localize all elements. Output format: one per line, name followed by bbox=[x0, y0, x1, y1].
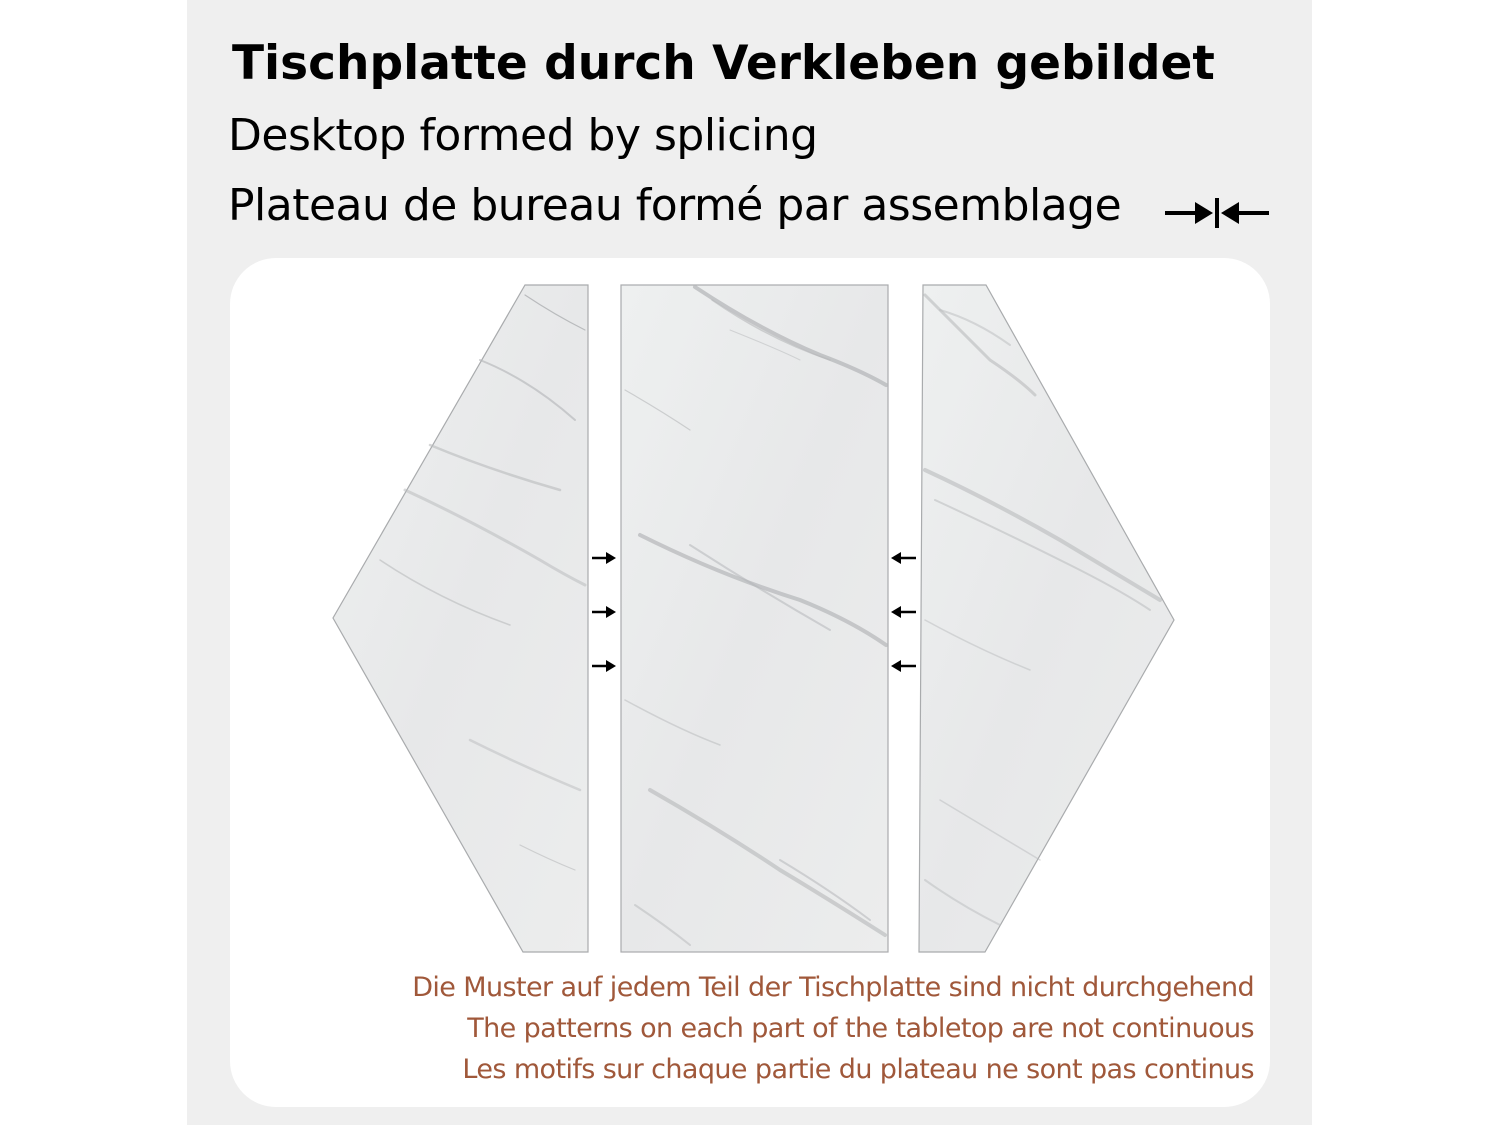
arrow-left-icon bbox=[891, 606, 916, 618]
right-tabletop-piece bbox=[919, 285, 1174, 952]
page-title: Tischplatte durch Verkleben gebildet bbox=[232, 36, 1215, 91]
arrow-right-icon bbox=[592, 552, 616, 564]
note-french: Les motifs sur chaque partie du plateau ne sont pas continus bbox=[462, 1054, 1254, 1085]
left-tabletop-piece bbox=[333, 285, 588, 952]
note-english: The patterns on each part of the tabletop are not continuous bbox=[467, 1013, 1254, 1044]
arrow-right-icon bbox=[592, 660, 616, 672]
center-tabletop-piece bbox=[621, 285, 888, 952]
subtitle-english: Desktop formed by splicing bbox=[228, 110, 818, 161]
subtitle-french: Plateau de bureau formé par assemblage bbox=[228, 180, 1122, 231]
arrow-left-icon bbox=[891, 660, 916, 672]
arrow-right-icon bbox=[592, 606, 616, 618]
note-german: Die Muster auf jedem Teil der Tischplatte sind nicht durchgehend bbox=[412, 972, 1254, 1003]
arrow-left-icon-group bbox=[891, 552, 916, 672]
arrow-right-icon-group bbox=[592, 552, 616, 672]
arrow-left-icon bbox=[891, 552, 916, 564]
